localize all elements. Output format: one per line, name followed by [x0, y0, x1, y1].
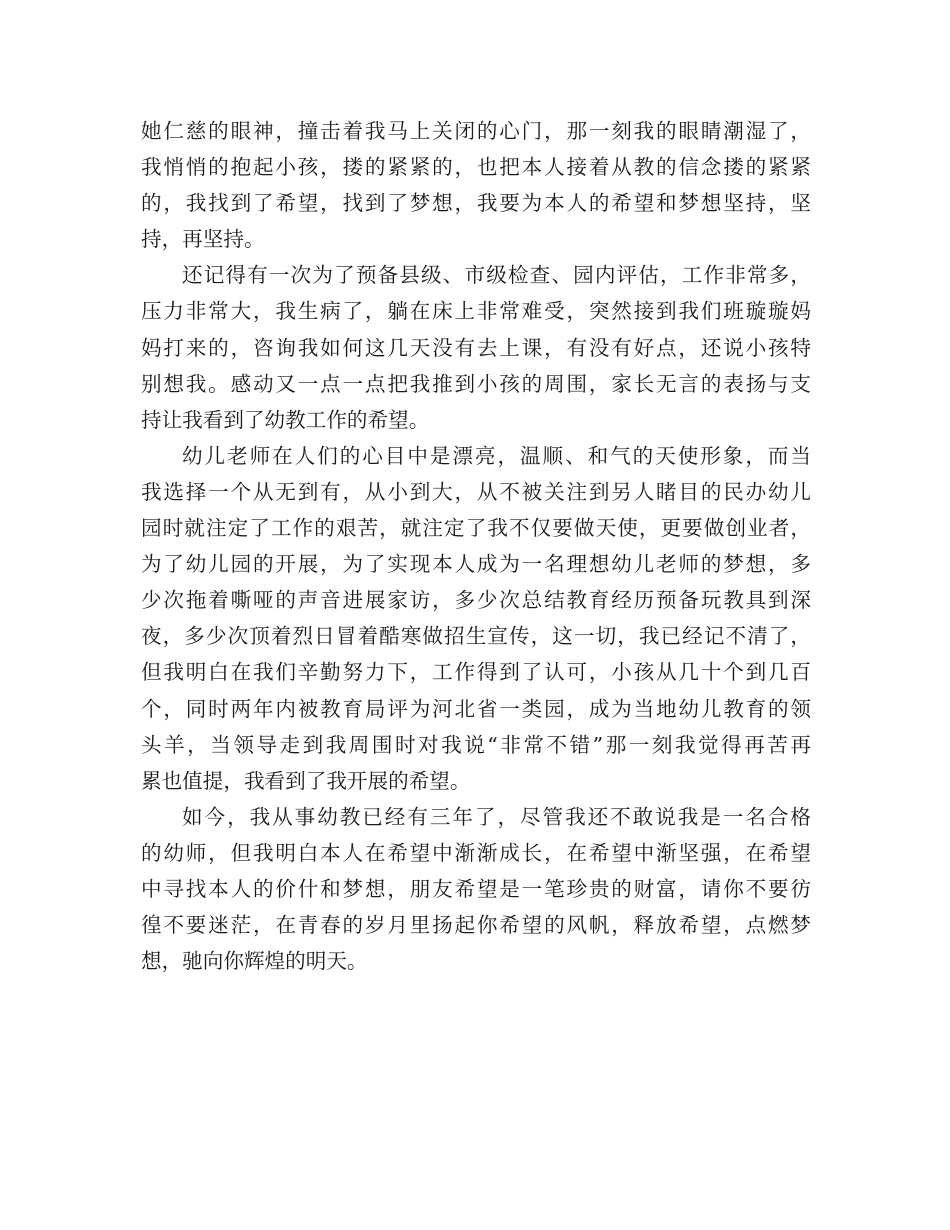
text-line: 个，同时两年内被教育局评为河北省一类园，成为当地幼儿教育的领 — [141, 696, 811, 721]
document-body — [141, 113, 811, 979]
paragraph — [141, 257, 811, 437]
text-line: 想，驰向你辉煌的明天。 — [141, 949, 368, 974]
paragraph — [141, 799, 811, 979]
text-line: 头羊，当领导走到我周围时对我说“非常不错”那一刻我觉得再苦再 — [141, 732, 811, 757]
text-line: 我选择一个从无到有，从小到大，从不被关注到另人睹目的民办幼儿 — [141, 479, 811, 504]
text-line: 少次拖着嘶哑的声音进展家访，多少次总结教育经历预备玩教具到深 — [141, 588, 811, 613]
text-line: 她仁慈的眼神，撞击着我马上关闭的心门，那一刻我的眼睛潮湿了， — [141, 119, 811, 143]
text-line: 徨不要迷茫，在青春的岁月里扬起你希望的风帆，释放希望，点燃梦 — [141, 913, 811, 938]
paragraph — [141, 438, 811, 799]
paragraph — [141, 113, 811, 257]
text-line: 持，再坚持。 — [141, 227, 265, 252]
text-line: 压力非常大，我生病了，躺在床上非常难受，突然接到我们班璇璇妈 — [141, 299, 811, 324]
text-line: 为了幼儿园的开展，为了实现本人成为一名理想幼儿老师的梦想，多 — [141, 552, 811, 577]
text-line: 幼儿老师在人们的心目中是漂亮，温顺、和气的天使形象，而当 — [182, 443, 811, 468]
text-line: 持让我看到了幼教工作的希望。 — [141, 407, 430, 432]
text-line: 中寻找本人的价什和梦想，朋友希望是一笔珍贵的财富，请你不要彷 — [141, 876, 811, 901]
text-line: 的幼师，但我明白本人在希望中渐渐成长，在希望中渐坚强，在希望 — [141, 840, 811, 865]
text-line: 妈打来的，咨询我如何这几天没有去上课，有没有好点，还说小孩特 — [141, 335, 811, 360]
text-line: 还记得有一次为了预备县级、市级检查、园内评估，工作非常多， — [182, 263, 811, 288]
text-line: 但我明白在我们辛勤努力下，工作得到了认可，小孩从几十个到几百 — [141, 660, 811, 685]
text-line: 夜，多少次顶着烈日冒着酷寒做招生宣传，这一切，我已经记不清了， — [141, 624, 811, 649]
text-line: 我悄悄的抱起小孩，搂的紧紧的，也把本人接着从教的信念搂的紧紧 — [141, 155, 811, 180]
text-line: 园时就注定了工作的艰苦，就注定了我不仅要做天使，更要做创业者， — [141, 516, 811, 541]
text-line: 如今，我从事幼教已经有三年了，尽管我还不敢说我是一名合格 — [182, 804, 811, 829]
text-line: 别想我。感动又一点一点把我推到小孩的周围，家长无言的表扬与支 — [141, 371, 811, 396]
text-line: 累也值提，我看到了我开展的希望。 — [141, 768, 471, 793]
text-line: 的，我找到了希望，找到了梦想，我要为本人的希望和梦想坚持，坚 — [141, 191, 811, 216]
